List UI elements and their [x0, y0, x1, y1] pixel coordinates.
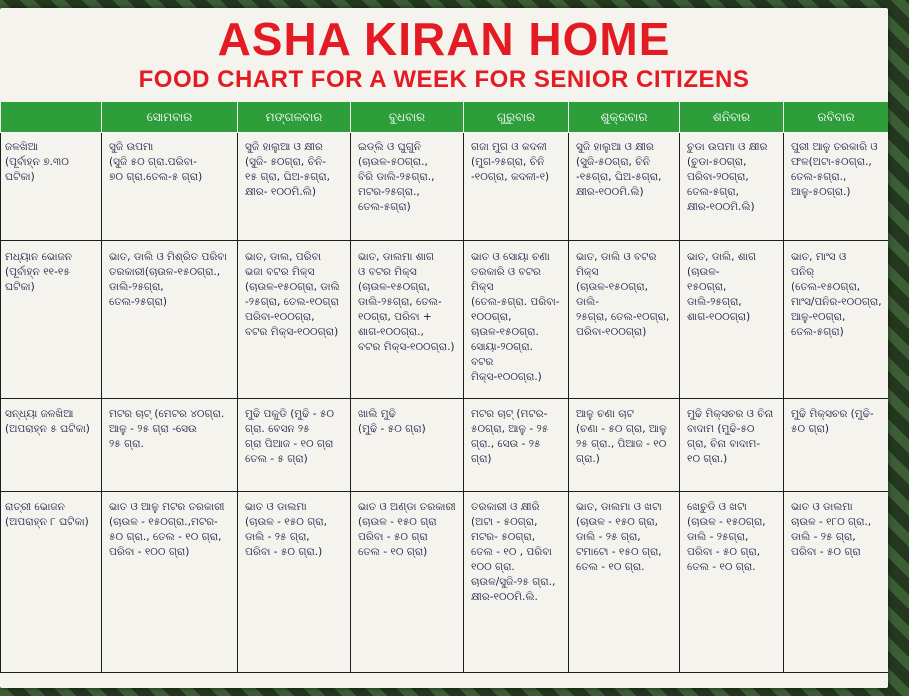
- menu-cell: ତରକାରୀ ଓ କ୍ଷୀରି (ଅଟା - ୫୦ଗ୍ରା, ମଟର- ୫୦ଗ୍ରା, ତେଲ - ୧୦ , ପରିବା ୧୦୦ ଗ୍ରା. ଚାଉଳ/ସୁଜି-୨୫ ଗ୍ରା., କ୍ଷୀର-୧୦୦ମି.ଲି.: [464, 492, 569, 673]
- menu-cell: ସୁଜି ଉପମା (ସୁଜି ୫୦ ଗ୍ରା.ପରିବା- ୭୦ ଗ୍ରା.ତେଲ-୫ ଗ୍ରା): [102, 133, 238, 241]
- menu-cell: ଭାତ ଓ ଆଳୁ ମଟର ତରକାରୀ (ଚାଉଳ - ୧୫୦ଗ୍ରା.,ମଟର- ୫୦ ଗ୍ରା., ତେଲ - ୧୦ ଗ୍ରା, ପରିବା - ୧୦୦ ଗ୍ରା): [102, 492, 238, 673]
- menu-cell: ଭାତ, ଡାଲି ଓ ବଟର ମିକ୍ସ (ଚାଉଳ-୧୫୦ଗ୍ରା, ଡାଲି- ୨୫ଗ୍ରା, ତେଲ-୧୦ଗ୍ରା, ପରିବା-୧୦୦ଗ୍ରା): [569, 241, 680, 399]
- menu-cell: ଭାତ, ଡାଲ, ପରିବା ଭଜା ବଟର ମିକ୍ସ (ଚାଉଳ-୧୫୦ଗ୍ରା, ଡାଲି -୨୫ଗ୍ରା, ତେଲ-୧୦ଗ୍ରା ପରିବା-୧୦୦ଗ୍ରା, ବଟର ମିକ୍ସ-୧୦୦ଗ୍ରା): [238, 241, 351, 399]
- menu-cell: ପୁରୀ ଆଳୁ ତରକାରି ଓ ଫଳ(ଅଟା-୫୦ଗ୍ରା., ତେଲ-୫ଗ୍ରା., ଆଳୁ-୫୦ଗ୍ରା.): [784, 133, 889, 241]
- menu-cell: ମଟର ଚାଟ୍ (ମେଟର ୪୦ଗ୍ରା. ଆଳୁ - ୨୫ ଗ୍ରା -ସେଉ ୨୫ ଗ୍ରା.: [102, 399, 238, 492]
- day-header-row: [1, 102, 889, 133]
- meal-row-lunch: [1, 241, 889, 399]
- board-subtitle: FOOD CHART FOR A WEEK FOR SENIOR CITIZENS: [138, 66, 750, 93]
- menu-cell: ଚୁଡା ଉପମା ଓ କ୍ଷୀର (ଚୁଡା-୫୦ଗ୍ରା, ପରିବା-୨୦ଗ୍ରା, ତେଲ-୫ଗ୍ରା, କ୍ଷୀର-୧୦୦ମି.ଲି): [680, 133, 784, 241]
- menu-cell: ଭାତ ଓ ଡାଲମା (ଚାଉଳ - ୧୫୦ ଗ୍ରା, ଡାଲି - ୨୫ ଗ୍ରା, ପରିବା - ୫୦ ଗ୍ରା.): [238, 492, 351, 673]
- meal-row-evening-snack: [1, 399, 889, 492]
- menu-cell: ଭାତ, ଡାଲି, ଶାଗ (ଚାଉଳ- ୧୫୦ଗ୍ରା, ଡାଲି-୨୫ଗ୍ରା, ଶାଗ-୧୦୦ଗ୍ରା): [680, 241, 784, 399]
- day-header: ଶୁକ୍ରବାର: [569, 102, 680, 133]
- board-title: ASHA KIRAN HOME: [217, 13, 671, 65]
- menu-cell: ମୁଢି ମିକ୍ସଚର ଓ ଚିନା ବାଦାମ (ମୁଢି-୫୦ ଗ୍ରା, ଚିନା ବାଦାମ- ୧୦ ଗ୍ରା.): [680, 399, 784, 492]
- menu-cell: ମୁଢି ପକୁଡି (ମୁଢି - ୫୦ ଗ୍ରା. ବେସନ ୨୫ ଗ୍ରା ପିଆଜ - ୧୦ ଗ୍ରା ତେଲ - ୫ ଗ୍ରା): [238, 399, 351, 492]
- menu-cell: ଗଜା ମୁଗ ଓ କଦଳୀ (ମୁଗ-୨୫ଗ୍ରା, ଚିନି -୧୦ଗ୍ରା, କଦଳୀ-୧): [464, 133, 569, 241]
- meal-label: ରାତ୍ରୀ ଭୋଜନ (ଅପରାହ୍ନ ୮ ଘଟିକା): [1, 492, 102, 673]
- menu-cell: ଭାତ ଓ ଡାଲମା ଚାଉଳ - ୧୮୦ ଗ୍ରା., ଡାଲି - ୨୫ ଗ୍ରା, ପରିବା - ୫୦ ଗ୍ରା: [784, 492, 889, 673]
- day-header: ରବିବାର: [784, 102, 889, 133]
- meal-row-dinner: [1, 492, 889, 673]
- day-header: ଗୁରୁବାର: [464, 102, 569, 133]
- menu-cell: ଆଳୁ ଚଣା ଚାଟ (ଚଣା - ୫୦ ଗ୍ରା, ଆଳୁ ୨୫ ଗ୍ରା., ପିଆଜ - ୧୦ ଗ୍ରା.): [569, 399, 680, 492]
- weekly-food-table: [0, 101, 888, 673]
- meal-label: ମଧ୍ୟାନ ଭୋଜନ (ପୂର୍ବାହ୍ନ ୧୧-୧୫ ଘଟିକା): [1, 241, 102, 399]
- menu-cell: ଖାଲି ମୁଢି (ମୁଢି - ୫୦ ଗ୍ରା): [351, 399, 464, 492]
- meal-label: ସନ୍ଧ୍ୟା ଜଳଖିଆ (ଅପରାହ୍ନ ୫ ଘଟିକା): [1, 399, 102, 492]
- menu-cell: ଭାତ, ଡାଲମା ଓ ଖଟା (ଚାଉଳ - ୧୫୦ ଗ୍ରା, ଡାଲି - ୨୫ ଗ୍ରା, ଟମାଟୋ - ୧୫୦ ଗ୍ରା, ତେଲ - ୧୦ ଗ୍ରା.: [569, 492, 680, 673]
- menu-cell: ଭାତ ଓ ସୋୟା ଚଣା ତରକାରି ଓ ବଟର ମିକ୍ସ (ତେଲ-୫ଗ୍ରା. ପରିବା- ୧୦୦ଗ୍ରା, ଚାଉଳ-୧୫୦ଗ୍ରା. ସୋୟା-୨୦ଗ୍ରା. ବଟର ମିକ୍ସ-୧୦୦ଗ୍ରା.): [464, 241, 569, 399]
- menu-cell: ଭାତ, ମାଂସ ଓ ପନିର୍ (ତେଲ-୧୫୦ଗ୍ରା, ମାଂସ/ପନିର-୧୦୦ଗ୍ରା, ଆଳୁ-୧୦ଗ୍ରା, ତେଲ-୫ଗ୍ରା): [784, 241, 889, 399]
- menu-cell: ମୁଢି ମିକ୍ସଚର (ମୁଢି- ୫୦ ଗ୍ରା): [784, 399, 889, 492]
- menu-cell: ମଟର ଚାଟ୍ (ମଟର- ୫୦ଗ୍ରା, ଆଳୁ - ୨୫ ଗ୍ରା., ସେଉ - ୨୫ ଗ୍ରା): [464, 399, 569, 492]
- food-chart-board: [0, 8, 888, 688]
- day-header: ବୁଧବାର: [351, 102, 464, 133]
- menu-cell: ସୁଜି ହାଲୁଆ ଓ କ୍ଷୀର (ସୁଜି- ୫୦ଗ୍ରା, ଚିନି- ୧୫ ଗ୍ରା, ଘିଅ-୫ଗ୍ରା, କ୍ଷୀର- ୧୦୦ମି.ଲି): [238, 133, 351, 241]
- menu-cell: ଖେଚୁଡି ଓ ଖଟା (ଚାଉଳ - ୧୫୦ଗ୍ରା, ଡାଲି - ୨୫ଗ୍ରା, ପରିବା - ୫୦ ଗ୍ରା, ତେଲ - ୧୦ ଗ୍ରା.: [680, 492, 784, 673]
- day-header: ସୋମବାର: [102, 102, 238, 133]
- day-header: ମଙ୍ଗଳବାର: [238, 102, 351, 133]
- meal-label: ଜଳଖିଆ (ପୂର୍ବାହ୍ନ ୭.୩୦ ଘଟିକା): [1, 133, 102, 241]
- menu-cell: ଭାତ, ଡାଲମା ଶାଗ ଓ ବଟର ମିକ୍ସ (ଚାଉଳ-୧୫୦ଗ୍ରା, ଡାଲି-୨୫ଗ୍ରା, ତେଲ- ୧୦ଗ୍ରା, ପରିବା + ଶାଗ-୧୦୦ଗ୍ରା., ବଟର ମିକ୍ସ-୧୦୦ଗ୍ରା.): [351, 241, 464, 399]
- meal-row-breakfast: [1, 133, 889, 241]
- menu-cell: ଭାତ, ଡାଲି ଓ ମିଶ୍ରିତ ପରିବା ତରକାରୀ(ଚାଉଳ-୧୫୦ଗ୍ରା., ଡାଲି-୨୫ଗ୍ରା, ତେଲ-୨୫ଗ୍ରା): [102, 241, 238, 399]
- menu-cell: ଭାତ ଓ ଅଣ୍ଡା ତରକାରୀ (ଚାଉଳ - ୧୫୦ ଗ୍ରା ପରିବା - ୫୦ ଗ୍ରା ତେଲ - ୧୦ ଗ୍ରା): [351, 492, 464, 673]
- day-header: ଶନିବାର: [680, 102, 784, 133]
- menu-cell: ସୁଜି ହାଲୁଆ ଓ କ୍ଷୀର (ସୁଜି-୫୦ଗ୍ରା, ଚିନି -୧୫ଗ୍ରା, ଘିଅ-୫ଗ୍ରା, କ୍ଷୀର-୧୦୦ମି.ଲି): [569, 133, 680, 241]
- corner-header: [1, 102, 102, 133]
- menu-cell: ଇଡ୍ଲି ଓ ଘୁଗୁନି (ଚାଉଳ-୫୦ଗ୍ରା., ବିରି ଡାଲି-୨୫ଗ୍ରା., ମଟର-୨୫ଗ୍ରା., ତେଲ-୫ଗ୍ରା): [351, 133, 464, 241]
